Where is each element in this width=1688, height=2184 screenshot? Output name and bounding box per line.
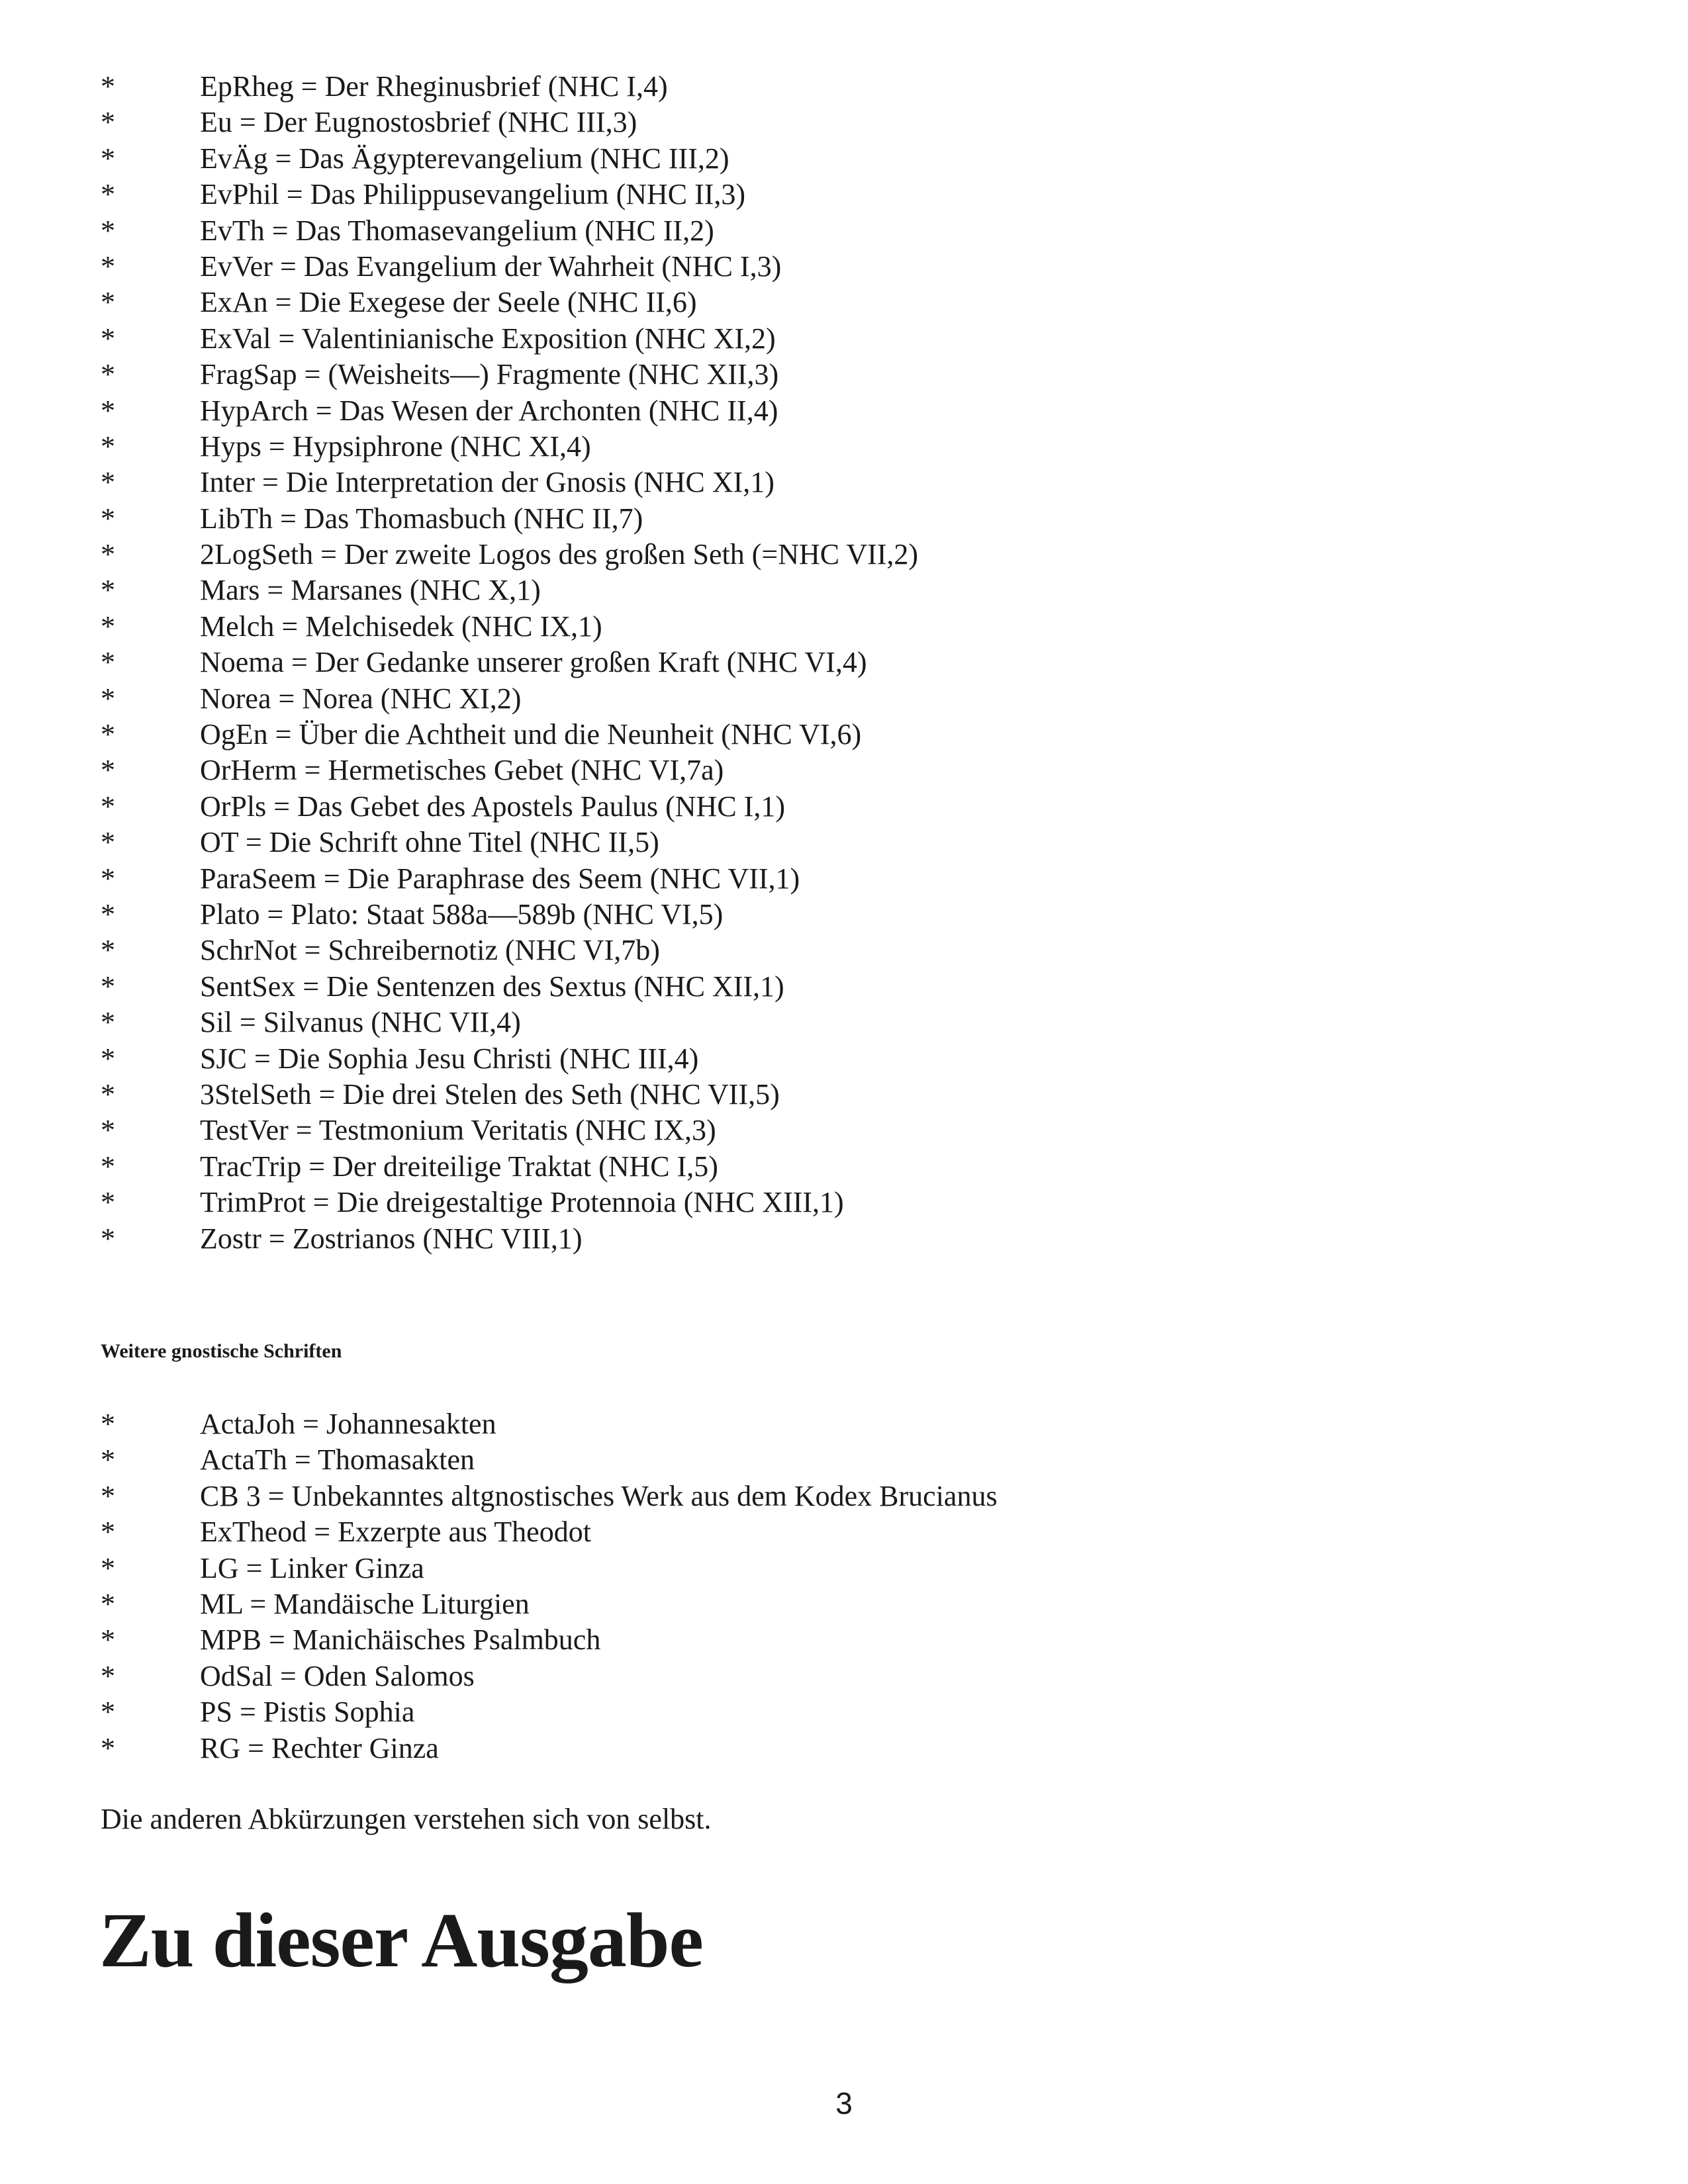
list-bullet: * <box>101 610 115 643</box>
list-bullet: * <box>101 754 115 787</box>
list-bullet: * <box>101 358 115 391</box>
list-item-text: CB 3 = Unbekanntes altgnostisches Werk aus dem Kodex Brucianus <box>200 1479 998 1512</box>
list-bullet: * <box>101 1659 115 1692</box>
list-item-text: OrPls = Das Gebet des Apostels Paulus (NHC I,1) <box>200 790 785 823</box>
list-item-text: Mars = Marsanes (NHC X,1) <box>200 574 541 607</box>
list-bullet: * <box>101 1551 115 1584</box>
list-item <box>101 752 918 788</box>
list-item-text: ExVal = Valentinianische Exposition (NHC XI,2) <box>200 322 776 355</box>
list-bullet: * <box>101 1696 115 1729</box>
list-bullet: * <box>101 106 115 139</box>
list-bullet: * <box>101 862 115 895</box>
list-item-text: FragSap = (Weisheits—) Fragmente (NHC XII,3) <box>200 358 779 391</box>
list-item <box>101 177 918 212</box>
list-item-text: ActaJoh = Johannesakten <box>200 1408 496 1440</box>
list-item <box>101 537 918 572</box>
list-bullet: * <box>101 790 115 823</box>
list-item-text: HypArch = Das Wesen der Archonten (NHC II,4) <box>200 394 778 427</box>
list-item <box>101 105 918 140</box>
list-item-text: Eu = Der Eugnostosbrief (NHC III,3) <box>200 106 637 139</box>
list-bullet: * <box>101 466 115 499</box>
list-item-text: 3StelSeth = Die drei Stelen des Seth (NHC VII,5) <box>200 1077 780 1111</box>
list-item-text: RG = Rechter Ginza <box>200 1731 439 1764</box>
list-item-text: LibTh = Das Thomasbuch (NHC II,7) <box>200 502 643 535</box>
list-bullet: * <box>101 1042 115 1075</box>
list-bullet: * <box>101 430 115 463</box>
list-item <box>101 69 918 105</box>
list-bullet: * <box>101 1077 115 1111</box>
list-item <box>101 1113 918 1148</box>
list-bullet: * <box>101 70 115 103</box>
list-item-text: SentSex = Die Sentenzen des Sextus (NHC XII,1) <box>200 970 784 1003</box>
list-bullet: * <box>101 502 115 535</box>
list-item-text: MPB = Manichäisches Psalmbuch <box>200 1623 601 1657</box>
list-bullet: * <box>101 1516 115 1549</box>
list-item <box>101 609 918 645</box>
list-bullet: * <box>101 1114 115 1147</box>
list-item <box>101 861 918 897</box>
list-item <box>101 572 918 608</box>
list-item <box>101 717 918 752</box>
list-item <box>101 1185 918 1220</box>
list-bullet: * <box>101 1006 115 1039</box>
list-item-text: Zostr = Zostrianos (NHC VIII,1) <box>200 1222 583 1255</box>
list-bullet: * <box>101 646 115 679</box>
list-item-text: EvÄg = Das Ägypterevangelium (NHC III,2) <box>200 142 729 175</box>
list-item <box>101 1622 998 1658</box>
list-item <box>101 1731 998 1766</box>
list-item <box>101 357 918 392</box>
list-bullet: * <box>101 1623 115 1657</box>
list-item-text: OgEn = Über die Achtheit und die Neunheit (NHC VI,6) <box>200 718 862 751</box>
list-item-text: TracTrip = Der dreiteilige Traktat (NHC I,5) <box>200 1150 718 1183</box>
list-item <box>101 1221 918 1257</box>
list-item <box>101 1659 998 1694</box>
list-item <box>101 285 918 320</box>
list-item <box>101 645 918 680</box>
list-bullet: * <box>101 1408 115 1440</box>
list-item <box>101 249 918 285</box>
list-item <box>101 213 918 249</box>
nhc-abbreviation-list <box>101 69 918 1257</box>
list-bullet: * <box>101 1731 115 1764</box>
list-item <box>101 897 918 933</box>
list-item <box>101 1586 998 1622</box>
list-item-text: EvVer = Das Evangelium der Wahrheit (NHC I,3) <box>200 250 782 283</box>
list-bullet: * <box>101 394 115 427</box>
list-item <box>101 141 918 177</box>
list-item-text: Inter = Die Interpretation der Gnosis (NHC XI,1) <box>200 466 774 499</box>
list-item <box>101 1694 998 1730</box>
list-bullet: * <box>101 1186 115 1219</box>
list-item-text: ExAn = Die Exegese der Seele (NHC II,6) <box>200 286 697 319</box>
list-item <box>101 465 918 500</box>
list-bullet: * <box>101 322 115 355</box>
list-bullet: * <box>101 250 115 283</box>
list-item-text: 2LogSeth = Der zweite Logos des großen Seth (=NHC VII,2) <box>200 538 919 571</box>
list-item-text: Hyps = Hypsiphrone (NHC XI,4) <box>200 430 591 463</box>
list-item-text: OT = Die Schrift ohne Titel (NHC II,5) <box>200 826 659 859</box>
list-item <box>101 1005 918 1040</box>
list-item <box>101 789 918 825</box>
list-bullet: * <box>101 1479 115 1512</box>
list-bullet: * <box>101 826 115 859</box>
page-number: 3 <box>835 2086 853 2120</box>
list-bullet: * <box>101 1150 115 1183</box>
list-item-text: EvTh = Das Thomasevangelium (NHC II,2) <box>200 214 714 247</box>
list-bullet: * <box>101 1443 115 1477</box>
list-item <box>101 825 918 860</box>
list-bullet: * <box>101 897 115 931</box>
closing-note: Die anderen Abkürzungen verstehen sich von selbst. <box>101 1803 712 1835</box>
list-item <box>101 1406 998 1442</box>
list-item <box>101 1149 918 1185</box>
list-bullet: * <box>101 682 115 715</box>
list-bullet: * <box>101 286 115 319</box>
list-item-text: OdSal = Oden Salomos <box>200 1659 475 1692</box>
list-item <box>101 1442 998 1478</box>
list-item-text: LG = Linker Ginza <box>200 1551 424 1584</box>
list-item-text: ML = Mandäische Liturgien <box>200 1587 530 1620</box>
list-item-text: TestVer = Testmonium Veritatis (NHC IX,3) <box>200 1114 716 1147</box>
list-bullet: * <box>101 142 115 175</box>
list-item-text: ParaSeem = Die Paraphrase des Seem (NHC VII,1) <box>200 862 800 895</box>
list-bullet: * <box>101 934 115 967</box>
list-item-text: EpRheg = Der Rheginusbrief (NHC I,4) <box>200 70 668 103</box>
list-bullet: * <box>101 538 115 571</box>
list-bullet: * <box>101 718 115 751</box>
list-item-text: SchrNot = Schreibernotiz (NHC VI,7b) <box>200 934 660 967</box>
list-item-text: EvPhil = Das Philippusevangelium (NHC II,3) <box>200 178 746 211</box>
list-item <box>101 681 918 717</box>
section-heading: Zu dieser Ausgabe <box>99 1897 703 1983</box>
list-bullet: * <box>101 1222 115 1255</box>
list-item-text: Melch = Melchisedek (NHC IX,1) <box>200 610 602 643</box>
list-item <box>101 969 918 1005</box>
further-writings-list <box>101 1406 998 1766</box>
further-writings-heading: Weitere gnostische Schriften <box>101 1340 342 1362</box>
list-item-text: Noema = Der Gedanke unserer großen Kraft (NHC VI,4) <box>200 646 867 679</box>
list-item <box>101 1479 998 1514</box>
list-item <box>101 1551 998 1586</box>
list-item <box>101 933 918 968</box>
list-item-text: ExTheod = Exzerpte aus Theodot <box>200 1516 591 1549</box>
list-bullet: * <box>101 214 115 247</box>
list-item-text: Sil = Silvanus (NHC VII,4) <box>200 1006 521 1039</box>
list-item-text: Plato = Plato: Staat 588a—589b (NHC VI,5) <box>200 897 724 931</box>
list-bullet: * <box>101 1587 115 1620</box>
list-item <box>101 393 918 429</box>
list-item-text: PS = Pistis Sophia <box>200 1696 415 1729</box>
list-item-text: TrimProt = Die dreigestaltige Protennoia (NHC XIII,1) <box>200 1186 844 1219</box>
list-item-text: OrHerm = Hermetisches Gebet (NHC VI,7a) <box>200 754 724 787</box>
list-item <box>101 429 918 465</box>
list-item <box>101 1514 998 1550</box>
list-bullet: * <box>101 970 115 1003</box>
list-item <box>101 1077 918 1113</box>
list-item <box>101 1041 918 1077</box>
list-item-text: Norea = Norea (NHC XI,2) <box>200 682 522 715</box>
list-item-text: SJC = Die Sophia Jesu Christi (NHC III,4) <box>200 1042 699 1075</box>
list-item <box>101 501 918 537</box>
list-bullet: * <box>101 178 115 211</box>
list-item-text: ActaTh = Thomasakten <box>200 1443 475 1477</box>
list-item <box>101 321 918 357</box>
list-bullet: * <box>101 574 115 607</box>
